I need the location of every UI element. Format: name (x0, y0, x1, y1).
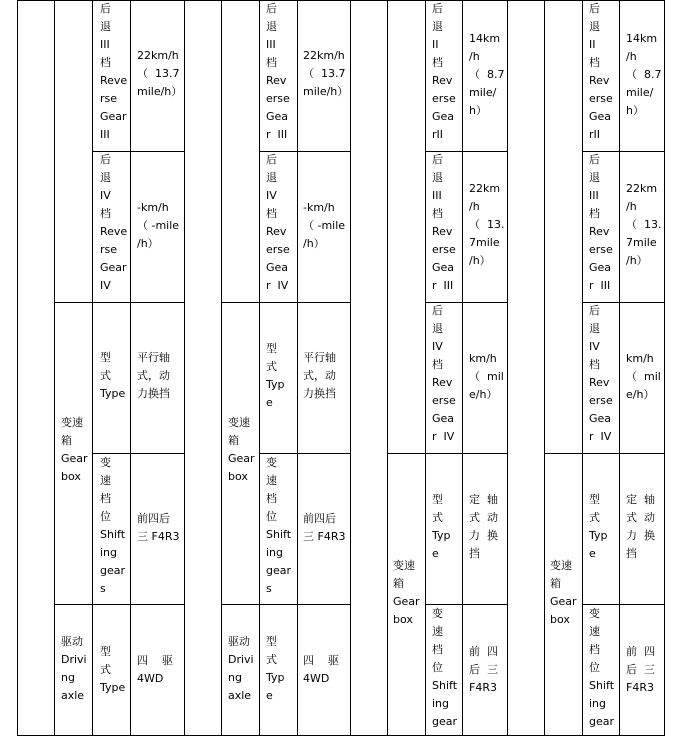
speed-cell (469, 30, 505, 120)
cell-line: ng (228, 671, 242, 684)
cell-line: mile/h） (137, 85, 183, 98)
cell-line: （ -mile (137, 219, 180, 232)
cell-line: gear (100, 564, 126, 577)
speed-cell (469, 180, 505, 270)
cell-line: 平行轴 (303, 351, 336, 364)
cell-line: 挡 (626, 547, 637, 560)
cell-line: Gea (266, 261, 289, 274)
cell-line: 力换挡 (303, 387, 336, 400)
cell-line: 速 (100, 474, 111, 487)
cell-line: （ 13. (626, 218, 662, 231)
cell-line: 档 (589, 358, 600, 371)
cell-line: 型 (100, 645, 111, 658)
cell-line: IV (432, 340, 443, 353)
cell-line: 式 动 (626, 511, 655, 524)
cell-line: 式 (266, 360, 277, 373)
type-label (589, 491, 608, 563)
cell-line: （ mil (469, 370, 504, 383)
cell-line: Rev (266, 225, 287, 238)
gear-name-cell (266, 0, 290, 144)
cell-line: 式 (100, 663, 111, 676)
cell-line: h） (626, 104, 644, 117)
cell-line: 档 (432, 358, 443, 371)
cell-line: 四 驱 (137, 654, 173, 667)
cell-line: 速 (266, 474, 277, 487)
cell-line: IV (100, 279, 111, 292)
cell-line: Rev (589, 376, 610, 389)
cell-line: Typ (432, 529, 451, 542)
cell-line: r IV (432, 430, 455, 443)
cell-line: 位 (589, 661, 600, 674)
cell-line: 三 F4R3 (303, 530, 346, 543)
cell-line: ing (589, 697, 607, 710)
cell-line: IV (100, 189, 111, 202)
gearbox-label (61, 414, 88, 486)
cell-line: 型 (266, 635, 277, 648)
cell-line: （ 8.7 (469, 68, 505, 81)
cell-line: 式，动 (303, 369, 336, 382)
cell-line: 驱动 (228, 635, 250, 648)
cell-line: 四 驱 (303, 654, 339, 667)
cell-line: 后 (589, 304, 600, 317)
shifting-gears-value (137, 510, 179, 546)
cell-line: /h） (626, 254, 648, 267)
shifting-gears-value (469, 643, 498, 697)
cell-line: （ mil (626, 370, 661, 383)
cell-line: 14km (626, 32, 658, 45)
shifting-gears-value (303, 510, 345, 546)
drive-type-value (137, 652, 173, 688)
cell-line: 变 (432, 607, 443, 620)
cell-line: 变速 (228, 416, 250, 429)
cell-line: rse (100, 92, 118, 105)
cell-line: 退 (266, 171, 277, 184)
cell-line: Gear (100, 110, 127, 123)
cell-line: 后 (266, 2, 277, 15)
cell-line: 22km (469, 182, 501, 195)
cell-line: 位 (100, 510, 111, 523)
gear-name-cell (589, 151, 613, 295)
cell-line: box (550, 613, 570, 626)
cell-line: /h (626, 200, 637, 213)
cell-line: II (589, 38, 596, 51)
cell-line: erse (589, 92, 613, 105)
cell-line: erse (266, 243, 290, 256)
cell-line: gear (432, 715, 458, 728)
cell-line: 退 (589, 20, 600, 33)
cell-line: Rev (589, 74, 610, 87)
cell-line: mile/ (626, 86, 654, 99)
cell-line: Gear (61, 452, 88, 465)
cell-line: Gea (432, 412, 455, 425)
cell-line: 式 (100, 369, 111, 382)
cell-line: 位 (266, 510, 277, 523)
cell-line: （ 13. (469, 218, 505, 231)
cell-line: 变速 (550, 559, 572, 572)
cell-line: Drivi (61, 653, 87, 666)
cell-line: mile/ (469, 86, 497, 99)
shifting-gears-label (100, 454, 125, 598)
cell-line: e (266, 396, 273, 409)
cell-line: e/h） (626, 388, 655, 401)
cell-line: Shift (589, 679, 615, 692)
cell-line: III (100, 128, 110, 141)
cell-line: 22km (626, 182, 658, 195)
speed-cell (303, 199, 345, 253)
speed-cell (137, 47, 182, 101)
cell-line: 箱 (228, 434, 239, 447)
cell-line: rII (432, 128, 444, 141)
gearbox-label (550, 557, 577, 629)
cell-line: 前 四 (469, 645, 498, 658)
cell-line: 退 (589, 171, 600, 184)
cell-line: 档 (266, 207, 277, 220)
cell-line: 退 (266, 20, 277, 33)
type-value (137, 349, 170, 403)
cell-line: erse (432, 92, 456, 105)
cell-line: 变 (266, 456, 277, 469)
gear-name-cell (100, 151, 127, 295)
cell-line: rII (589, 128, 601, 141)
cell-line: 型 (589, 493, 600, 506)
cell-line: box (228, 470, 248, 483)
cell-line: h） (469, 104, 487, 117)
speed-cell (469, 350, 504, 404)
cell-line: 速 (432, 625, 443, 638)
cell-line: rse (100, 243, 118, 256)
speed-cell (626, 350, 661, 404)
cell-line: 式，动 (137, 369, 170, 382)
cell-line: 式 动 (469, 511, 498, 524)
cell-line: -km/h (303, 201, 335, 214)
cell-line: 7mile (626, 236, 657, 249)
cell-line: Rev (432, 376, 453, 389)
cell-line: 7mile (469, 236, 500, 249)
cell-line: gear (266, 564, 292, 577)
cell-line: Gea (589, 261, 612, 274)
gearbox-label (393, 557, 420, 629)
cell-line: ng (61, 671, 75, 684)
cell-line: III (266, 38, 276, 51)
cell-line: /h） (137, 237, 159, 250)
cell-line: 4WD (137, 672, 164, 685)
cell-line: erse (589, 394, 613, 407)
cell-line: 前四后 (137, 512, 170, 525)
cell-line: 档 (589, 56, 600, 69)
cell-line: 档 (100, 492, 111, 505)
speed-cell (137, 199, 179, 253)
cell-line: 平行轴 (137, 351, 170, 364)
cell-line: 驱动 (61, 635, 83, 648)
cell-line: /h） (469, 254, 491, 267)
type-value (626, 491, 655, 563)
cell-line: 22km/h (303, 49, 345, 62)
cell-line: （ 13.7 (137, 67, 180, 80)
cell-line: III (100, 38, 110, 51)
cell-line: Gear (100, 261, 127, 274)
cell-line: Gea (266, 110, 289, 123)
cell-line: 档 (100, 56, 111, 69)
cell-line: /h (626, 50, 637, 63)
cell-line: 前 四 (626, 645, 655, 658)
cell-line: 档 (432, 207, 443, 220)
cell-line: 后 三 (469, 663, 498, 676)
cell-line: 箱 (393, 577, 404, 590)
gear-name-cell (432, 0, 456, 144)
cell-line: Gea (589, 412, 612, 425)
cell-line: 22km/h (137, 49, 179, 62)
cell-line: 档 (589, 207, 600, 220)
cell-line: 变 (100, 456, 111, 469)
cell-line: r III (266, 128, 288, 141)
cell-line: e (432, 547, 439, 560)
cell-line: Type (100, 681, 126, 694)
cell-line: 式 (589, 511, 600, 524)
speed-cell (303, 47, 348, 101)
cell-line: Rev (266, 74, 287, 87)
gear-name-cell (100, 0, 127, 144)
shifting-gears-label (589, 605, 614, 731)
cell-line: 档 (589, 643, 600, 656)
cell-line: Typ (266, 378, 285, 391)
shifting-gears-label (266, 454, 291, 598)
cell-line: 变 (589, 607, 600, 620)
cell-line: Gear (393, 595, 420, 608)
cell-line: 档 (100, 207, 111, 220)
cell-line: 型 (100, 351, 111, 364)
cell-line: Rev (589, 225, 610, 238)
cell-line: Typ (266, 671, 285, 684)
cell-line: s (100, 582, 106, 595)
drive-type-label (100, 643, 125, 697)
cell-line: 力 换 (626, 529, 655, 542)
cell-line: r III (589, 279, 611, 292)
cell-line: F4R3 (469, 681, 497, 694)
cell-line: 退 (589, 322, 600, 335)
cell-line: 前四后 (303, 512, 336, 525)
cell-line: Gea (589, 110, 612, 123)
cell-line: 型 (432, 493, 443, 506)
cell-line: km/h (626, 352, 654, 365)
type-value (303, 349, 336, 403)
cell-line: s (266, 582, 272, 595)
type-label (100, 349, 125, 403)
cell-line: III (432, 189, 442, 202)
shifting-gears-label (432, 605, 457, 731)
cell-line: box (393, 613, 413, 626)
cell-line: 退 (432, 20, 443, 33)
cell-line: Shift (432, 679, 458, 692)
cell-line: IV (589, 340, 600, 353)
cell-line: km/h (469, 352, 497, 365)
cell-line: 挡 (469, 547, 480, 560)
cell-line: 型 (266, 342, 277, 355)
cell-line: 档 (266, 56, 277, 69)
cell-line: r IV (266, 279, 289, 292)
cell-line: axle (228, 689, 252, 702)
cell-line: e (589, 547, 596, 560)
cell-line: Rev (432, 225, 453, 238)
speed-cell (626, 180, 662, 270)
cell-line: 14km (469, 32, 501, 45)
cell-line: 后 (100, 153, 111, 166)
cell-line: Shift (266, 528, 292, 541)
cell-line: 后 三 (626, 663, 655, 676)
cell-line: Gea (432, 110, 455, 123)
cell-line: Shift (100, 528, 126, 541)
cell-line: 速 (589, 625, 600, 638)
cell-line: 式 (266, 653, 277, 666)
cell-line: 后 (432, 304, 443, 317)
speed-cell (626, 30, 662, 120)
cell-line: 力 换 (469, 529, 498, 542)
shifting-gears-value (626, 643, 655, 697)
cell-line: r IV (589, 430, 612, 443)
cell-line: ing (432, 697, 450, 710)
cell-line: F4R3 (626, 681, 654, 694)
cell-line: Type (100, 387, 126, 400)
cell-line: 后 (266, 153, 277, 166)
driving-axle-label (61, 633, 87, 705)
cell-line: 定 轴 (626, 493, 655, 506)
cell-line: 式 (432, 511, 443, 524)
cell-line: 箱 (550, 577, 561, 590)
cell-line: 后 (100, 2, 111, 15)
cell-line: 后 (432, 2, 443, 15)
cell-line: IV (266, 189, 277, 202)
cell-line: 箱 (61, 434, 72, 447)
cell-line: box (61, 470, 81, 483)
cell-line: erse (266, 92, 290, 105)
gear-name-cell (589, 302, 613, 446)
type-label (432, 491, 451, 563)
cell-line: 档 (266, 492, 277, 505)
gearbox-label (228, 414, 255, 486)
cell-line: axle (61, 689, 85, 702)
cell-line: erse (589, 243, 613, 256)
cell-line: r III (432, 279, 454, 292)
cell-line: gear (589, 715, 615, 728)
cell-line: 力换挡 (137, 387, 170, 400)
cell-line: 档 (432, 56, 443, 69)
cell-line: 后 (432, 153, 443, 166)
cell-line: 变速 (393, 559, 415, 572)
cell-line: 档 (432, 643, 443, 656)
driving-axle-label (228, 633, 254, 705)
type-label (266, 340, 285, 412)
cell-line: 退 (100, 171, 111, 184)
cell-line: Gear (550, 595, 577, 608)
cell-line: II (432, 38, 439, 51)
cell-line: （ -mile (303, 219, 346, 232)
cell-line: Gea (432, 261, 455, 274)
drive-type-value (303, 652, 339, 688)
cell-line: ing (266, 546, 284, 559)
cell-line: 后 (589, 2, 600, 15)
cell-line: e (266, 689, 273, 702)
gear-name-cell (432, 302, 456, 446)
cell-line: erse (432, 243, 456, 256)
cell-line: 后 (589, 153, 600, 166)
cell-line: Gear (228, 452, 255, 465)
cell-line: III (589, 189, 599, 202)
cell-line: 退 (100, 20, 111, 33)
gear-name-cell (266, 151, 290, 295)
cell-line: 定 轴 (469, 493, 498, 506)
cell-line: 退 (432, 171, 443, 184)
cell-line: Reve (100, 225, 128, 238)
cell-line: Rev (432, 74, 453, 87)
gear-name-cell (589, 0, 613, 144)
cell-line: 三 F4R3 (137, 530, 180, 543)
cell-line: 4WD (303, 672, 330, 685)
cell-line: Drivi (228, 653, 254, 666)
cell-line: Reve (100, 74, 128, 87)
cell-line: 位 (432, 661, 443, 674)
cell-line: （ 8.7 (626, 68, 662, 81)
cell-line: （ 13.7 (303, 67, 346, 80)
cell-line: mile/h） (303, 85, 349, 98)
cell-line: e/h） (469, 388, 498, 401)
type-value (469, 491, 498, 563)
cell-line: Typ (589, 529, 608, 542)
cell-line: /h (469, 200, 480, 213)
cell-line: -km/h (137, 201, 169, 214)
cell-line: /h） (303, 237, 325, 250)
drive-type-label (266, 633, 285, 705)
cell-line: /h (469, 50, 480, 63)
cell-line: 变速 (61, 416, 83, 429)
cell-line: erse (432, 394, 456, 407)
gear-name-cell (432, 151, 456, 295)
cell-line: 退 (432, 322, 443, 335)
cell-line: ing (100, 546, 118, 559)
